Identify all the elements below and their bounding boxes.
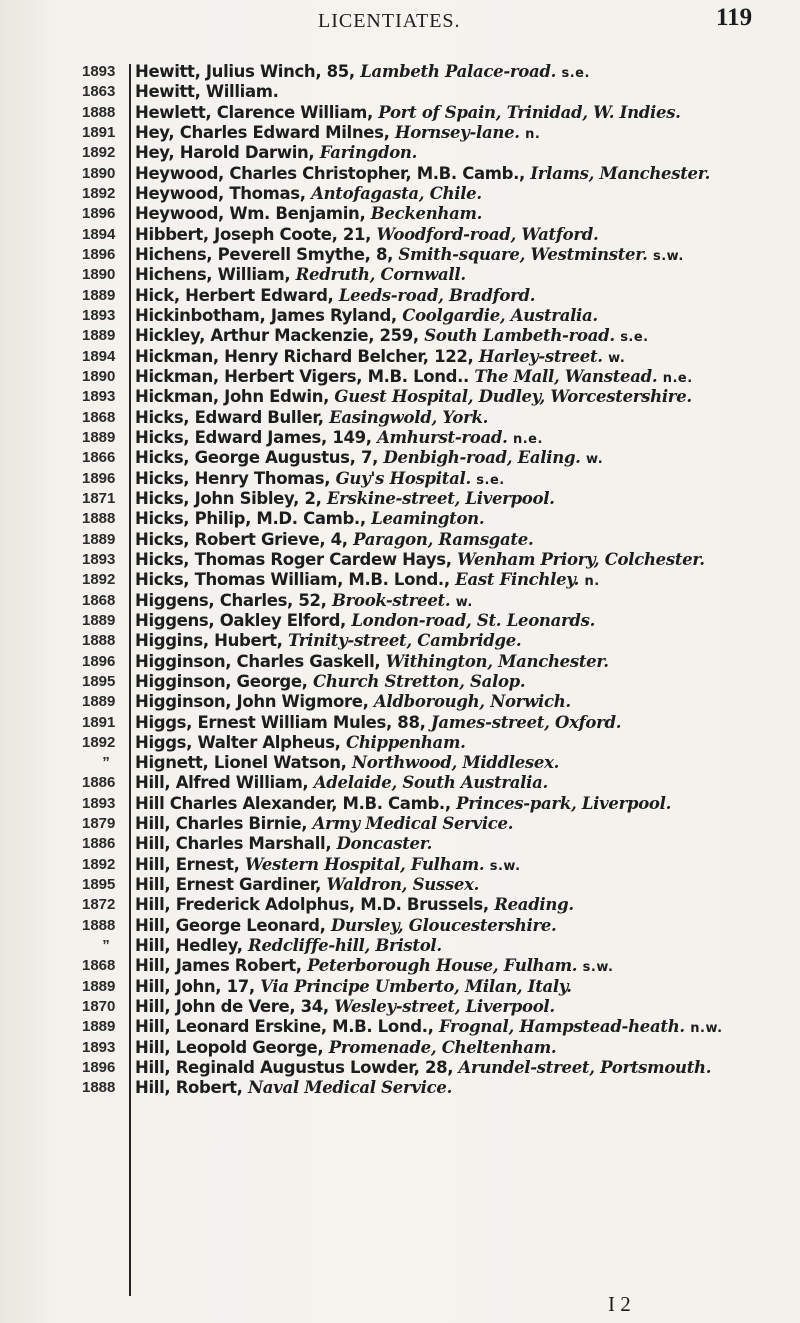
entry-address: Adelaide, South Australia. [313, 773, 548, 793]
entry-year: 1891 [82, 713, 116, 731]
entry-name: Hill, Charles Marshall, [135, 834, 332, 854]
entry-address: Redcliffe-hill, Bristol. [248, 936, 442, 956]
entry-district: w. [455, 594, 473, 610]
entry-year: 1889 [82, 1018, 116, 1036]
entry-year: 1889 [82, 693, 116, 711]
entry-year: 1886 [82, 774, 116, 792]
entry-name: Hicks, Edward James, 149, [135, 427, 372, 447]
entry-text [135, 977, 795, 997]
entry-year: 1896 [82, 1059, 116, 1077]
entry-address: The Mall, Wanstead. [474, 366, 658, 386]
list-item [0, 834, 800, 854]
entry-name: Heywood, Wm. Benjamin, [135, 204, 366, 224]
list-item [0, 692, 800, 712]
entry-name: Hicks, John Sibley, 2, [135, 488, 322, 508]
entry-address: Redruth, Cornwall. [295, 265, 466, 285]
entry-text [135, 875, 795, 895]
entry-year: ” [102, 937, 110, 955]
entry-address: Brook-street. [331, 590, 451, 610]
entry-year: 1893 [82, 63, 116, 80]
list-item [0, 611, 800, 631]
entry-year: ” [102, 754, 110, 772]
entry-text [135, 997, 795, 1017]
list-item [0, 773, 800, 793]
entry-text [135, 469, 795, 491]
entry-text [135, 591, 795, 613]
entry-text [135, 123, 795, 145]
list-item [0, 1038, 800, 1058]
running-head: LICENTIATES. [318, 10, 461, 32]
entry-name: Hill, James Robert, [135, 956, 302, 976]
entry-address: Via Principe Umberto, Milan, Italy. [260, 976, 572, 996]
entry-address: Trinity-street, Cambridge. [287, 631, 522, 651]
entry-address: Doncaster. [336, 834, 433, 854]
entry-address: Coolgardie, Australia. [402, 305, 598, 325]
entry-name: Hey, Charles Edward Milnes, [135, 122, 390, 142]
entry-text [135, 326, 795, 348]
entry-district: s.w. [652, 248, 684, 264]
list-item [0, 509, 800, 529]
list-item [0, 652, 800, 672]
entry-name: Hill, Leopold George, [135, 1037, 324, 1057]
entry-text [135, 1017, 795, 1039]
list-item [0, 103, 800, 123]
entry-name: Hicks, Philip, M.D. Camb., [135, 509, 366, 529]
entry-year: 1888 [82, 632, 116, 650]
entry-year: 1890 [82, 164, 116, 182]
signature-mark: I 2 [608, 1292, 631, 1316]
list-item [0, 875, 800, 895]
entry-address: Chippenham. [346, 732, 466, 752]
entry-address: Frognal, Hampstead-heath. [438, 1017, 685, 1037]
entry-text [135, 489, 795, 509]
entry-name: Hill, Reginald Augustus Lowder, 28, [135, 1058, 454, 1078]
entry-address: Withington, Manchester. [385, 651, 609, 671]
list-item [0, 530, 800, 550]
entry-district: n.e. [662, 370, 693, 386]
entry-name: Higgs, Ernest William Mules, 88, [135, 712, 426, 732]
entry-name: Hill, Leonard Erskine, M.B. Lond., [135, 1017, 434, 1037]
entry-name: Higgs, Walter Alpheus, [135, 732, 341, 752]
entry-name: Hickinbotham, James Ryland, [135, 305, 397, 325]
entry-year: 1892 [82, 855, 116, 873]
entry-year: 1866 [82, 449, 116, 467]
entry-address: Princes-park, Liverpool. [456, 793, 672, 813]
list-item [0, 489, 800, 509]
entry-text [135, 611, 795, 631]
entry-year: 1896 [82, 652, 116, 670]
entry-address: Army Medical Service. [312, 814, 514, 834]
entry-name: Higgens, Oakley Elford, [135, 610, 346, 630]
entry-name: Heywood, Thomas, [135, 183, 306, 203]
entry-text [135, 448, 795, 470]
entry-name: Hickman, John Edwin, [135, 387, 330, 407]
list-item [0, 367, 800, 387]
entry-text [135, 408, 795, 428]
entry-text [135, 814, 795, 834]
entry-text [135, 855, 795, 877]
entry-address: Antofagasta, Chile. [311, 183, 482, 203]
entry-address: Irlams, Manchester. [530, 163, 711, 183]
list-item [0, 225, 800, 245]
entry-year: 1888 [82, 510, 116, 528]
entry-year: 1893 [82, 794, 116, 812]
entry-text [135, 347, 795, 369]
entry-name: Hichens, Peverell Smythe, 8, [135, 244, 393, 264]
list-item [0, 631, 800, 651]
entry-name: Hickman, Henry Richard Belcher, 122, [135, 346, 474, 366]
list-item [0, 895, 800, 915]
list-item [0, 184, 800, 204]
entry-year: 1895 [82, 672, 116, 690]
entry-year: 1870 [82, 998, 116, 1016]
entry-name: Hewitt, William. [135, 82, 279, 102]
entry-year: 1892 [82, 184, 116, 202]
entry-text [135, 570, 795, 592]
entry-address: Promenade, Cheltenham. [328, 1037, 557, 1057]
entry-address: Church Stretton, Salop. [313, 671, 526, 691]
entry-name: Hill, Charles Birnie, [135, 814, 308, 834]
entry-name: Higginson, George, [135, 671, 308, 691]
entry-name: Hicks, George Augustus, 7, [135, 448, 379, 468]
entry-address: Peterborough House, Fulham. [307, 956, 578, 976]
entry-text [135, 306, 795, 326]
entry-address: Naval Medical Service. [247, 1078, 453, 1098]
entry-year: 1891 [82, 123, 116, 141]
entry-name: Hill, George Leonard, [135, 915, 326, 935]
entry-address: Woodford-road, Watford. [376, 224, 599, 244]
page-header [0, 2, 800, 36]
entry-text [135, 794, 795, 814]
entry-text [135, 62, 795, 84]
entry-address: James-street, Oxford. [430, 712, 622, 732]
entry-address: Denbigh-road, Ealing. [383, 448, 581, 468]
entry-district: w. [586, 452, 604, 468]
entry-address: Hornsey-lane. [394, 122, 520, 142]
entry-name: Hignett, Lionel Watson, [135, 753, 347, 773]
entry-name: Hewitt, Julius Winch, 85, [135, 62, 355, 81]
list-item [0, 143, 800, 163]
entry-name: Hicks, Thomas Roger Cardew Hays, [135, 549, 452, 569]
entry-year: 1868 [82, 408, 116, 426]
list-item [0, 448, 800, 468]
entry-year: 1895 [82, 876, 116, 894]
list-item [0, 82, 800, 102]
list-item [0, 1017, 800, 1037]
entry-year: 1889 [82, 977, 116, 995]
entry-year: 1892 [82, 571, 116, 589]
entry-address: Dursley, Gloucestershire. [330, 915, 557, 935]
entry-name: Heywood, Charles Christopher, M.B. Camb., [135, 163, 525, 183]
entry-district: n. [525, 126, 541, 142]
entry-text [135, 82, 795, 102]
entry-address: Lambeth Palace-road. [360, 62, 557, 81]
list-item [0, 591, 800, 611]
list-item [0, 570, 800, 590]
entry-year: 1888 [82, 1079, 116, 1097]
entry-text [135, 936, 795, 956]
list-item [0, 794, 800, 814]
list-item [0, 62, 800, 82]
entry-district: s.e. [620, 330, 649, 346]
entry-name: Hickley, Arthur Mackenzie, 259, [135, 326, 419, 346]
entry-text [135, 530, 795, 550]
entry-address: Reading. [494, 895, 574, 915]
entry-name: Higgins, Hubert, [135, 631, 283, 651]
entry-address: Guy's Hospital. [335, 468, 471, 488]
entry-year: 1894 [82, 225, 116, 243]
entry-year: 1868 [82, 957, 116, 975]
entry-district: s.e. [561, 66, 590, 81]
entry-year: 1896 [82, 205, 116, 223]
entry-name: Higginson, John Wigmore, [135, 692, 369, 712]
entry-text [135, 143, 795, 163]
entry-name: Hill, Hedley, [135, 936, 243, 956]
list-item [0, 855, 800, 875]
list-item [0, 428, 800, 448]
entry-address: Paragon, Ramsgate. [353, 529, 534, 549]
entry-text [135, 773, 795, 793]
entry-text [135, 753, 795, 773]
entry-text [135, 956, 795, 978]
list-item [0, 956, 800, 976]
entry-address: Erskine-street, Liverpool. [326, 488, 555, 508]
entry-address: Guest Hospital, Dudley, Worcestershire. [334, 387, 692, 407]
list-item [0, 204, 800, 224]
entry-text [135, 184, 795, 204]
list-item [0, 1078, 800, 1098]
entry-district: s.e. [476, 472, 505, 488]
entry-year: 1889 [82, 286, 116, 304]
entry-address: Wesley-street, Liverpool. [334, 997, 555, 1017]
list-item [0, 286, 800, 306]
entry-name: Higginson, Charles Gaskell, [135, 651, 381, 671]
entry-year: 1894 [82, 347, 116, 365]
entry-text [135, 1078, 795, 1098]
list-item [0, 123, 800, 143]
entry-address: Western Hospital, Fulham. [244, 854, 485, 874]
entry-text [135, 652, 795, 672]
entry-text [135, 713, 795, 733]
entry-name: Hill, Alfred William, [135, 773, 309, 793]
entry-address: Leamington. [371, 509, 485, 529]
entry-name: Hicks, Henry Thomas, [135, 468, 331, 488]
entry-text [135, 692, 795, 712]
entry-name: Hickman, Herbert Vigers, M.B. Lond.. [135, 366, 469, 386]
entry-name: Hill Charles Alexander, M.B. Camb., [135, 793, 451, 813]
entry-name: Hewlett, Clarence William, [135, 102, 373, 122]
list-item [0, 977, 800, 997]
entry-name: Hill, John de Vere, 34, [135, 997, 329, 1017]
entry-year: 1889 [82, 530, 116, 548]
entry-text [135, 672, 795, 692]
entry-year: 1896 [82, 469, 116, 487]
list-item [0, 408, 800, 428]
entry-district: s.w. [582, 960, 614, 976]
entry-text [135, 245, 795, 267]
entry-district: s.w. [489, 858, 521, 874]
entry-text [135, 550, 795, 570]
entry-address: East Finchley. [455, 570, 580, 590]
entry-name: Hick, Herbert Edward, [135, 285, 334, 305]
entry-text [135, 367, 795, 389]
entry-address: Port of Spain, Trinidad, W. Indies. [378, 102, 681, 122]
entry-district: n. [584, 574, 600, 590]
entry-name: Hicks, Robert Grieve, 4, [135, 529, 348, 549]
entry-address: London-road, St. Leonards. [351, 610, 596, 630]
entry-text [135, 631, 795, 651]
entry-text [135, 834, 795, 854]
entry-district: n.w. [690, 1021, 723, 1037]
list-item [0, 672, 800, 692]
entry-text [135, 204, 795, 224]
entry-year: 1888 [82, 103, 116, 121]
entry-year: 1893 [82, 306, 116, 324]
entry-text [135, 1058, 795, 1078]
entry-text [135, 164, 795, 184]
entry-year: 1888 [82, 916, 116, 934]
list-item [0, 733, 800, 753]
entry-address: Easingwold, York. [329, 407, 489, 427]
entry-address: Northwood, Middlesex. [352, 753, 560, 773]
entry-name: Higgens, Charles, 52, [135, 590, 327, 610]
entry-text [135, 286, 795, 306]
entry-address: South Lambeth-road. [424, 326, 615, 346]
entry-address: Leeds-road, Bradford. [338, 285, 536, 305]
entry-address: Beckenham. [370, 204, 483, 224]
entry-name: Hicks, Thomas William, M.B. Lond., [135, 570, 450, 590]
entry-address: Aldborough, Norwich. [373, 692, 571, 712]
entry-text [135, 103, 795, 123]
entry-text [135, 428, 795, 450]
entry-address: Waldron, Sussex. [326, 875, 480, 895]
entry-name: Hibbert, Joseph Coote, 21, [135, 224, 372, 244]
entry-name: Hicks, Edward Buller, [135, 407, 324, 427]
entry-year: 1896 [82, 245, 116, 263]
list-item [0, 245, 800, 265]
list-item [0, 753, 800, 773]
entry-district: w. [608, 350, 626, 366]
list-item [0, 936, 800, 956]
entry-text [135, 265, 795, 285]
list-item [0, 326, 800, 346]
entry-year: 1889 [82, 428, 116, 446]
list-item [0, 387, 800, 407]
list-item [0, 306, 800, 326]
entry-name: Hill, Robert, [135, 1078, 243, 1098]
entry-year: 1879 [82, 815, 116, 833]
entry-year: 1893 [82, 550, 116, 568]
list-item [0, 469, 800, 489]
entry-name: Hill, John, 17, [135, 976, 255, 996]
entry-year: 1892 [82, 144, 116, 162]
entry-text [135, 733, 795, 753]
list-item [0, 265, 800, 285]
entry-name: Hichens, William, [135, 265, 291, 285]
entry-address: Arundel-street, Portsmouth. [458, 1058, 712, 1078]
entry-year: 1893 [82, 388, 116, 406]
entry-address: Smith-square, Westminster. [398, 244, 648, 264]
list-item [0, 347, 800, 367]
page-number: 119 [716, 4, 753, 31]
entry-name: Hill, Ernest Gardiner, [135, 875, 322, 895]
entry-address: Amhurst-road. [377, 427, 508, 447]
entry-year: 1886 [82, 835, 116, 853]
entry-address: Wenham Priory, Colchester. [457, 549, 705, 569]
entry-text [135, 895, 795, 915]
entry-text [135, 387, 795, 407]
entry-year: 1868 [82, 591, 116, 609]
entry-text [135, 509, 795, 529]
list-item [0, 550, 800, 570]
entry-year: 1889 [82, 327, 116, 345]
entry-year: 1890 [82, 367, 116, 385]
entry-year: 1892 [82, 733, 116, 751]
entry-text [135, 225, 795, 245]
entry-year: 1890 [82, 266, 116, 284]
entry-year: 1893 [82, 1038, 116, 1056]
entries-list [0, 62, 800, 1099]
list-item [0, 916, 800, 936]
entry-text [135, 1038, 795, 1058]
list-item [0, 164, 800, 184]
list-item [0, 713, 800, 733]
entry-year: 1863 [82, 83, 116, 101]
entry-address: Faringdon. [319, 143, 418, 163]
entry-year: 1872 [82, 896, 116, 914]
entry-year: 1871 [82, 489, 116, 507]
list-item [0, 814, 800, 834]
entry-year: 1889 [82, 611, 116, 629]
entry-name: Hill, Ernest, [135, 854, 240, 874]
entry-district: n.e. [512, 431, 543, 447]
list-item [0, 997, 800, 1017]
entry-text [135, 916, 795, 936]
entry-address: Harley-street. [478, 346, 603, 366]
entry-name: Hey, Harold Darwin, [135, 143, 315, 163]
entry-name: Hill, Frederick Adolphus, M.D. Brussels, [135, 895, 489, 915]
list-item [0, 1058, 800, 1078]
